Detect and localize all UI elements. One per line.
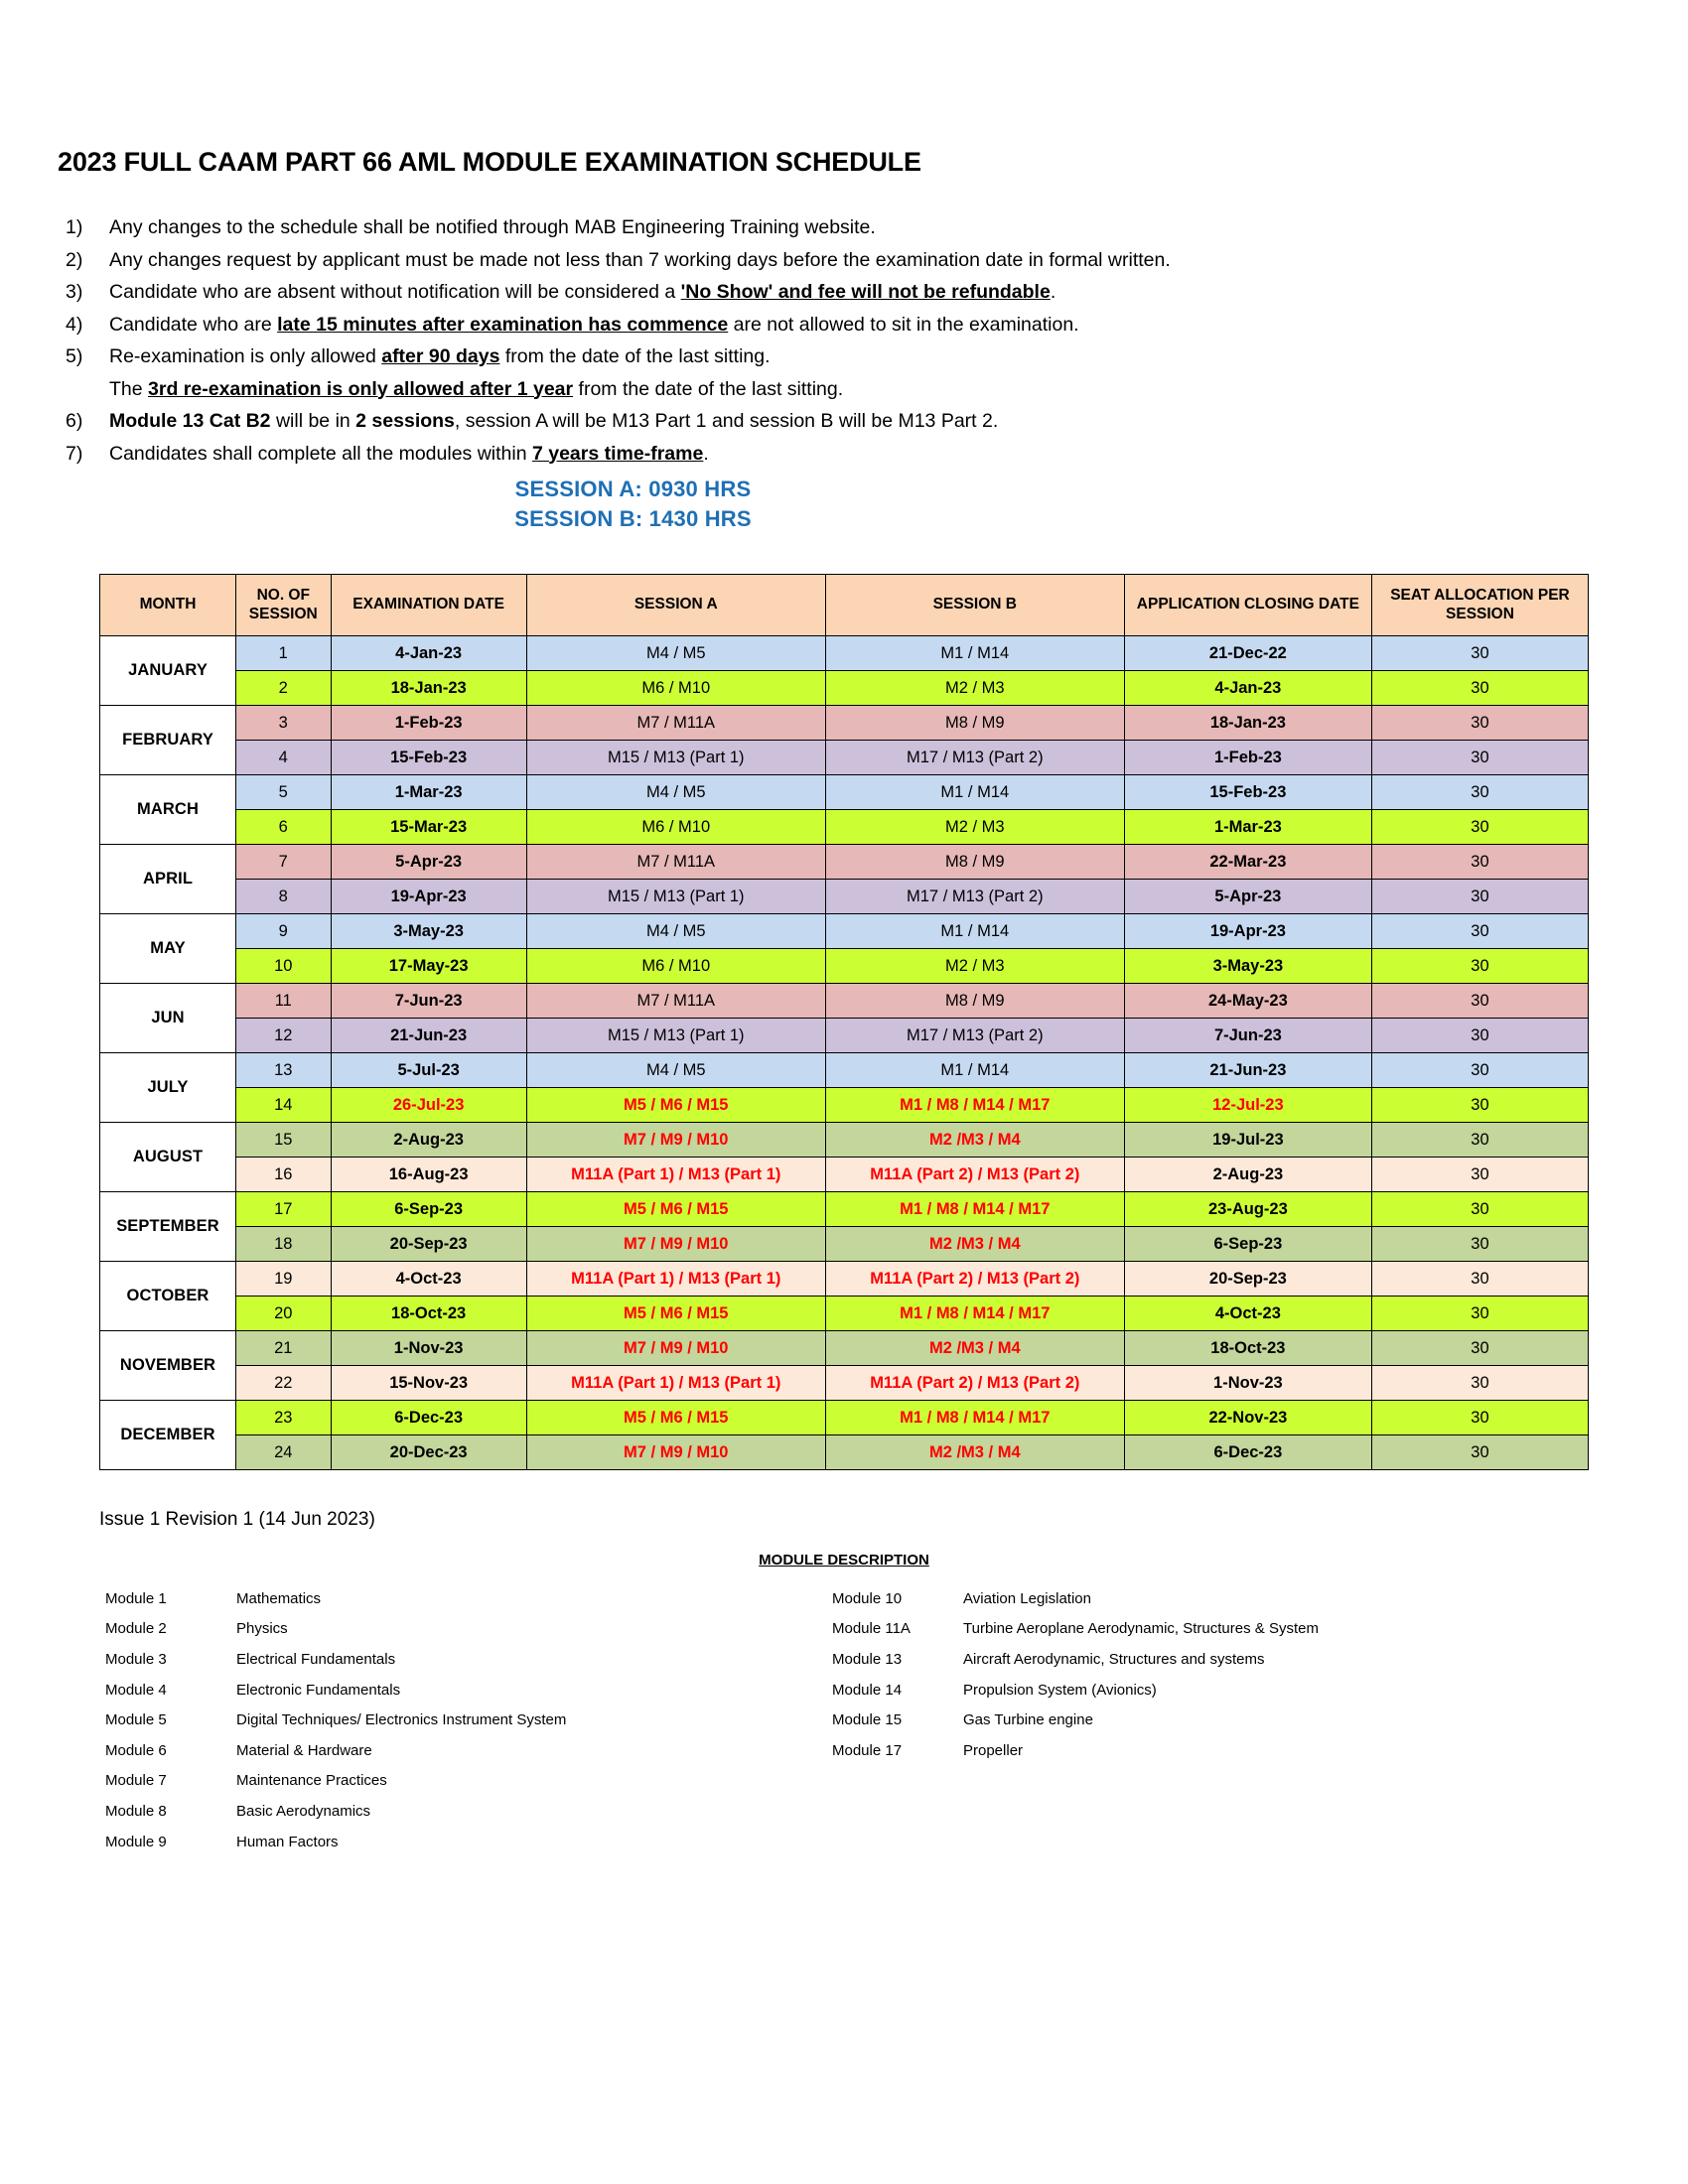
seat-allocation-cell: 30	[1371, 671, 1588, 706]
note-emphasis: 7 years time-frame	[531, 442, 704, 465]
session-b-cell: M1 / M8 / M14 / M17	[825, 1192, 1124, 1227]
closing-date-cell: 12-Jul-23	[1124, 1088, 1371, 1123]
session-b-cell: M2 /M3 / M4	[825, 1435, 1124, 1470]
column-header-month: MONTH	[100, 575, 236, 636]
month-cell: JANUARY	[100, 636, 236, 706]
session-a-cell: M4 / M5	[526, 775, 825, 810]
examination-date-cell: 21-Jun-23	[331, 1019, 526, 1053]
note-number: 2)	[66, 248, 83, 271]
session-a-cell: M4 / M5	[526, 914, 825, 949]
session-b-cell: M8 / M9	[825, 984, 1124, 1019]
closing-date-cell: 4-Jan-23	[1124, 671, 1371, 706]
closing-date-cell: 24-May-23	[1124, 984, 1371, 1019]
session-number-cell: 6	[236, 810, 332, 845]
month-cell: JUN	[100, 984, 236, 1053]
session-number-cell: 8	[236, 880, 332, 914]
notes-list	[66, 216, 1376, 475]
session-a-time: SESSION A: 0930 HRS	[514, 477, 752, 501]
closing-date-cell: 18-Jan-23	[1124, 706, 1371, 741]
module-description-row	[105, 1766, 800, 1797]
session-b-cell: M1 / M14	[825, 636, 1124, 671]
issue-revision-line: Issue 1 Revision 1 (14 Jun 2023)	[99, 1509, 375, 1530]
table-row	[100, 810, 1589, 845]
column-header-seat-allocation: SEAT ALLOCATION PER SESSION	[1371, 575, 1588, 636]
month-cell: APRIL	[100, 845, 236, 914]
module-value: Electronic Fundamentals	[236, 1681, 401, 1699]
session-number-cell: 9	[236, 914, 332, 949]
module-description-row	[832, 1675, 1626, 1706]
session-number-cell: 16	[236, 1158, 332, 1192]
module-value: Material & Hardware	[236, 1741, 372, 1759]
session-a-cell: M11A (Part 1) / M13 (Part 1)	[526, 1158, 825, 1192]
closing-date-cell: 6-Dec-23	[1124, 1435, 1371, 1470]
module-description-title: MODULE DESCRIPTION	[759, 1552, 929, 1569]
closing-date-cell: 20-Sep-23	[1124, 1262, 1371, 1297]
module-value: Physics	[236, 1620, 288, 1638]
session-number-cell: 15	[236, 1123, 332, 1158]
column-header-application-closing-date: APPLICATION CLOSING DATE	[1124, 575, 1371, 636]
module-key: Module 13	[832, 1650, 903, 1668]
session-b-cell: M17 / M13 (Part 2)	[825, 880, 1124, 914]
module-value: Aviation Legislation	[963, 1589, 1091, 1607]
session-number-cell: 24	[236, 1435, 332, 1470]
module-value: Basic Aerodynamics	[236, 1802, 371, 1820]
column-header-examination-date: EXAMINATION DATE	[331, 575, 526, 636]
month-cell: OCTOBER	[100, 1262, 236, 1331]
schedule-table-body	[100, 636, 1589, 1470]
closing-date-cell: 23-Aug-23	[1124, 1192, 1371, 1227]
module-key: Module 11A	[832, 1620, 911, 1638]
seat-allocation-cell: 30	[1371, 1331, 1588, 1366]
module-description-row	[832, 1705, 1626, 1735]
module-description-row	[105, 1644, 800, 1675]
note-item-5-subline: The 3rd re-examination is only allowed after 1 year from the date of the last sitting.	[109, 377, 844, 400]
note-item-3	[66, 281, 1376, 304]
closing-date-cell: 1-Mar-23	[1124, 810, 1371, 845]
table-row	[100, 1297, 1589, 1331]
month-cell: MARCH	[100, 775, 236, 845]
table-row	[100, 845, 1589, 880]
note-number: 5)	[66, 345, 83, 367]
session-b-cell: M8 / M9	[825, 706, 1124, 741]
seat-allocation-cell: 30	[1371, 1435, 1588, 1470]
seat-allocation-cell: 30	[1371, 949, 1588, 984]
session-b-cell: M11A (Part 2) / M13 (Part 2)	[825, 1262, 1124, 1297]
session-number-cell: 22	[236, 1366, 332, 1401]
note-number: 1)	[66, 216, 83, 238]
examination-date-cell: 4-Jan-23	[331, 636, 526, 671]
session-a-cell: M11A (Part 1) / M13 (Part 1)	[526, 1262, 825, 1297]
month-cell: NOVEMBER	[100, 1331, 236, 1401]
examination-date-cell: 1-Feb-23	[331, 706, 526, 741]
closing-date-cell: 7-Jun-23	[1124, 1019, 1371, 1053]
closing-date-cell: 18-Oct-23	[1124, 1331, 1371, 1366]
session-a-cell: M7 / M9 / M10	[526, 1331, 825, 1366]
note-item-4	[66, 314, 1376, 337]
module-description-row	[105, 1827, 800, 1857]
module-key: Module 17	[832, 1741, 903, 1759]
session-b-cell: M2 / M3	[825, 810, 1124, 845]
module-description-row	[105, 1583, 800, 1614]
session-number-cell: 12	[236, 1019, 332, 1053]
closing-date-cell: 21-Jun-23	[1124, 1053, 1371, 1088]
seat-allocation-cell: 30	[1371, 1158, 1588, 1192]
column-header-session-b: SESSION B	[825, 575, 1124, 636]
session-a-cell: M7 / M11A	[526, 984, 825, 1019]
session-a-cell: M4 / M5	[526, 1053, 825, 1088]
closing-date-cell: 19-Apr-23	[1124, 914, 1371, 949]
column-header-no-of-session: NO. OF SESSION	[236, 575, 332, 636]
month-cell: DECEMBER	[100, 1401, 236, 1470]
session-b-cell: M2 /M3 / M4	[825, 1227, 1124, 1262]
seat-allocation-cell: 30	[1371, 984, 1588, 1019]
session-b-cell: M2 / M3	[825, 671, 1124, 706]
session-b-cell: M2 / M3	[825, 949, 1124, 984]
module-key: Module 2	[105, 1620, 167, 1638]
session-b-cell: M17 / M13 (Part 2)	[825, 741, 1124, 775]
seat-allocation-cell: 30	[1371, 1088, 1588, 1123]
table-row	[100, 1123, 1589, 1158]
table-row	[100, 1227, 1589, 1262]
table-row	[100, 1053, 1589, 1088]
session-a-cell: M6 / M10	[526, 949, 825, 984]
closing-date-cell: 21-Dec-22	[1124, 636, 1371, 671]
session-number-cell: 2	[236, 671, 332, 706]
session-a-cell: M4 / M5	[526, 636, 825, 671]
module-key: Module 8	[105, 1802, 167, 1820]
session-number-cell: 13	[236, 1053, 332, 1088]
examination-date-cell: 26-Jul-23	[331, 1088, 526, 1123]
session-number-cell: 23	[236, 1401, 332, 1435]
table-row	[100, 1262, 1589, 1297]
month-cell: SEPTEMBER	[100, 1192, 236, 1262]
session-number-cell: 18	[236, 1227, 332, 1262]
table-row	[100, 1401, 1589, 1435]
session-a-cell: M15 / M13 (Part 1)	[526, 1019, 825, 1053]
module-key: Module 3	[105, 1650, 167, 1668]
seat-allocation-cell: 30	[1371, 706, 1588, 741]
note-item-1	[66, 216, 1376, 239]
session-a-cell: M7 / M9 / M10	[526, 1123, 825, 1158]
note-item-2	[66, 249, 1376, 272]
session-b-cell: M11A (Part 2) / M13 (Part 2)	[825, 1158, 1124, 1192]
table-row	[100, 636, 1589, 671]
seat-allocation-cell: 30	[1371, 845, 1588, 880]
schedule-header-row	[100, 575, 1589, 636]
seat-allocation-cell: 30	[1371, 636, 1588, 671]
seat-allocation-cell: 30	[1371, 1123, 1588, 1158]
page-title: 2023 FULL CAAM PART 66 AML MODULE EXAMINATION SCHEDULE	[58, 147, 921, 177]
table-row	[100, 706, 1589, 741]
module-description-row	[832, 1614, 1626, 1645]
table-row	[100, 1158, 1589, 1192]
examination-date-cell: 6-Sep-23	[331, 1192, 526, 1227]
table-row	[100, 1019, 1589, 1053]
seat-allocation-cell: 30	[1371, 810, 1588, 845]
closing-date-cell: 5-Apr-23	[1124, 880, 1371, 914]
session-number-cell: 10	[236, 949, 332, 984]
module-key: Module 7	[105, 1772, 167, 1790]
seat-allocation-cell: 30	[1371, 1262, 1588, 1297]
examination-date-cell: 5-Apr-23	[331, 845, 526, 880]
examination-date-cell: 5-Jul-23	[331, 1053, 526, 1088]
closing-date-cell: 15-Feb-23	[1124, 775, 1371, 810]
table-row	[100, 880, 1589, 914]
note-subline-emphasis: 3rd re-examination is only allowed after 1 year	[148, 377, 574, 400]
session-a-cell: M11A (Part 1) / M13 (Part 1)	[526, 1366, 825, 1401]
session-b-cell: M1 / M14	[825, 1053, 1124, 1088]
module-description-row	[105, 1705, 800, 1735]
examination-date-cell: 2-Aug-23	[331, 1123, 526, 1158]
table-row	[100, 1366, 1589, 1401]
session-number-cell: 20	[236, 1297, 332, 1331]
note-emphasis: 'No Show' and fee will not be refundable	[680, 281, 1051, 303]
note-number: 6)	[66, 410, 83, 432]
table-row	[100, 775, 1589, 810]
module-key: Module 9	[105, 1833, 167, 1850]
note-number: 4)	[66, 313, 83, 336]
seat-allocation-cell: 30	[1371, 914, 1588, 949]
note-text: Module 13 Cat B2 will be in 2 sessions, session A will be M13 Part 1 and session B will be M13 Part 2.	[109, 410, 999, 432]
examination-date-cell: 20-Dec-23	[331, 1435, 526, 1470]
note-number: 7)	[66, 442, 83, 465]
session-b-cell: M11A (Part 2) / M13 (Part 2)	[825, 1366, 1124, 1401]
table-row	[100, 949, 1589, 984]
module-list-left	[105, 1583, 800, 1856]
seat-allocation-cell: 30	[1371, 1227, 1588, 1262]
examination-date-cell: 1-Mar-23	[331, 775, 526, 810]
table-row	[100, 1331, 1589, 1366]
note-item-5	[66, 345, 1376, 368]
session-number-cell: 17	[236, 1192, 332, 1227]
closing-date-cell: 1-Nov-23	[1124, 1366, 1371, 1401]
session-number-cell: 5	[236, 775, 332, 810]
examination-date-cell: 18-Oct-23	[331, 1297, 526, 1331]
module-list-right	[832, 1583, 1626, 1766]
session-a-cell: M5 / M6 / M15	[526, 1401, 825, 1435]
session-b-cell: M1 / M8 / M14 / M17	[825, 1297, 1124, 1331]
note-emphasis: after 90 days	[381, 345, 500, 367]
module-description-row	[832, 1583, 1626, 1614]
schedule-table-container	[99, 574, 1589, 1470]
session-a-cell: M5 / M6 / M15	[526, 1192, 825, 1227]
note-text: Candidates shall complete all the modules within 7 years time-frame.	[109, 442, 709, 465]
month-cell: AUGUST	[100, 1123, 236, 1192]
module-key: Module 5	[105, 1711, 167, 1729]
seat-allocation-cell: 30	[1371, 1297, 1588, 1331]
session-number-cell: 21	[236, 1331, 332, 1366]
closing-date-cell: 22-Nov-23	[1124, 1401, 1371, 1435]
session-number-cell: 11	[236, 984, 332, 1019]
month-cell: JULY	[100, 1053, 236, 1123]
note-item-6	[66, 410, 1376, 433]
module-description-row	[105, 1735, 800, 1766]
module-value: Propeller	[963, 1741, 1024, 1759]
table-row	[100, 741, 1589, 775]
closing-date-cell: 4-Oct-23	[1124, 1297, 1371, 1331]
examination-date-cell: 20-Sep-23	[331, 1227, 526, 1262]
examination-date-cell: 6-Dec-23	[331, 1401, 526, 1435]
closing-date-cell: 6-Sep-23	[1124, 1227, 1371, 1262]
module-value: Maintenance Practices	[236, 1772, 387, 1790]
module-description-row	[832, 1644, 1626, 1675]
session-a-cell: M7 / M9 / M10	[526, 1227, 825, 1262]
module-value: Aircraft Aerodynamic, Structures and systems	[963, 1650, 1265, 1668]
table-row	[100, 914, 1589, 949]
examination-date-cell: 15-Nov-23	[331, 1366, 526, 1401]
session-b-cell: M1 / M8 / M14 / M17	[825, 1088, 1124, 1123]
session-a-cell: M7 / M11A	[526, 706, 825, 741]
column-header-session-a: SESSION A	[526, 575, 825, 636]
examination-date-cell: 19-Apr-23	[331, 880, 526, 914]
module-description-row	[105, 1675, 800, 1706]
examination-date-cell: 3-May-23	[331, 914, 526, 949]
seat-allocation-cell: 30	[1371, 1192, 1588, 1227]
module-value: Mathematics	[236, 1589, 322, 1607]
module-value: Human Factors	[236, 1833, 339, 1850]
note-number: 3)	[66, 281, 83, 303]
session-number-cell: 7	[236, 845, 332, 880]
note-item-7	[66, 443, 1376, 466]
session-a-cell: M6 / M10	[526, 810, 825, 845]
session-number-cell: 1	[236, 636, 332, 671]
session-b-cell: M2 /M3 / M4	[825, 1331, 1124, 1366]
session-number-cell: 4	[236, 741, 332, 775]
note-text: Re-examination is only allowed after 90 days from the date of the last sitting.	[109, 345, 771, 367]
module-key: Module 1	[105, 1589, 167, 1607]
closing-date-cell: 2-Aug-23	[1124, 1158, 1371, 1192]
examination-date-cell: 7-Jun-23	[331, 984, 526, 1019]
session-b-cell: M17 / M13 (Part 2)	[825, 1019, 1124, 1053]
examination-schedule-table	[99, 574, 1589, 1470]
note-text: Candidate who are late 15 minutes after examination has commence are not allowed to sit in the examination.	[109, 313, 1079, 336]
seat-allocation-cell: 30	[1371, 880, 1588, 914]
schedule-table-head	[100, 575, 1589, 636]
note-emphasis: late 15 minutes after examination has commence	[277, 313, 729, 336]
table-row	[100, 1435, 1589, 1470]
note-text: Any changes request by applicant must be made not less than 7 working days before the examination date in formal written.	[109, 248, 1171, 271]
note-text: Candidate who are absent without notification will be considered a 'No Show' and fee will not be refundable.	[109, 281, 1056, 303]
session-a-cell: M6 / M10	[526, 671, 825, 706]
closing-date-cell: 3-May-23	[1124, 949, 1371, 984]
note-bold: Module 13 Cat B2	[109, 410, 271, 432]
month-cell: MAY	[100, 914, 236, 984]
session-number-cell: 14	[236, 1088, 332, 1123]
module-key: Module 15	[832, 1711, 903, 1729]
module-value: Digital Techniques/ Electronics Instrument System	[236, 1711, 567, 1729]
seat-allocation-cell: 30	[1371, 1053, 1588, 1088]
module-value: Gas Turbine engine	[963, 1711, 1093, 1729]
seat-allocation-cell: 30	[1371, 741, 1588, 775]
module-value: Electrical Fundamentals	[236, 1650, 396, 1668]
module-value: Propulsion System (Avionics)	[963, 1681, 1157, 1699]
session-b-cell: M8 / M9	[825, 845, 1124, 880]
note-bold-2: 2 sessions	[355, 410, 455, 432]
examination-date-cell: 1-Nov-23	[331, 1331, 526, 1366]
closing-date-cell: 1-Feb-23	[1124, 741, 1371, 775]
closing-date-cell: 19-Jul-23	[1124, 1123, 1371, 1158]
session-number-cell: 19	[236, 1262, 332, 1297]
module-description-row	[105, 1614, 800, 1645]
table-row	[100, 984, 1589, 1019]
session-a-cell: M7 / M9 / M10	[526, 1435, 825, 1470]
module-description-row	[832, 1735, 1626, 1766]
session-b-cell: M2 /M3 / M4	[825, 1123, 1124, 1158]
seat-allocation-cell: 30	[1371, 1366, 1588, 1401]
module-value: Turbine Aeroplane Aerodynamic, Structures & System	[963, 1620, 1319, 1638]
table-row	[100, 1192, 1589, 1227]
session-b-cell: M1 / M8 / M14 / M17	[825, 1401, 1124, 1435]
examination-date-cell: 18-Jan-23	[331, 671, 526, 706]
seat-allocation-cell: 30	[1371, 775, 1588, 810]
examination-date-cell: 4-Oct-23	[331, 1262, 526, 1297]
session-a-cell: M5 / M6 / M15	[526, 1088, 825, 1123]
closing-date-cell: 22-Mar-23	[1124, 845, 1371, 880]
examination-date-cell: 15-Mar-23	[331, 810, 526, 845]
examination-date-cell: 16-Aug-23	[331, 1158, 526, 1192]
session-b-time: SESSION B: 1430 HRS	[514, 506, 752, 532]
session-b-cell: M1 / M14	[825, 775, 1124, 810]
session-number-cell: 3	[236, 706, 332, 741]
module-key: Module 10	[832, 1589, 903, 1607]
module-key: Module 14	[832, 1681, 903, 1699]
session-times-block	[0, 475, 1266, 535]
module-description-row	[105, 1796, 800, 1827]
session-a-cell: M15 / M13 (Part 1)	[526, 880, 825, 914]
session-a-cell: M7 / M11A	[526, 845, 825, 880]
month-cell: FEBRUARY	[100, 706, 236, 775]
table-row	[100, 671, 1589, 706]
seat-allocation-cell: 30	[1371, 1019, 1588, 1053]
table-row	[100, 1088, 1589, 1123]
note-text: Any changes to the schedule shall be notified through MAB Engineering Training website.	[109, 216, 876, 238]
examination-date-cell: 15-Feb-23	[331, 741, 526, 775]
session-b-cell: M1 / M14	[825, 914, 1124, 949]
module-key: Module 4	[105, 1681, 167, 1699]
session-a-cell: M5 / M6 / M15	[526, 1297, 825, 1331]
session-a-cell: M15 / M13 (Part 1)	[526, 741, 825, 775]
seat-allocation-cell: 30	[1371, 1401, 1588, 1435]
examination-date-cell: 17-May-23	[331, 949, 526, 984]
module-key: Module 6	[105, 1741, 167, 1759]
